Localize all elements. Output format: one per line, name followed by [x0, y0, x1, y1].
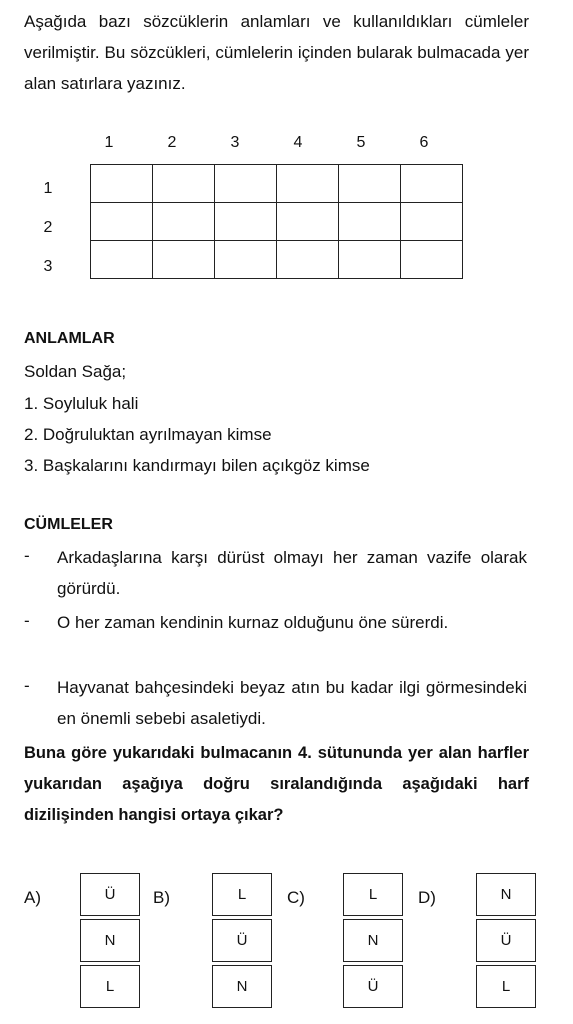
bullet-dash: -	[24, 676, 30, 695]
row-number: 1	[43, 180, 53, 197]
grid-row	[91, 203, 463, 241]
grid-cell[interactable]	[401, 165, 463, 203]
sentence-item: Hayvanat bahçesindeki beyaz atın bu kadar ilgi görmesindeki en önemli sebebi asaletiydi.	[57, 678, 527, 728]
grid-row	[91, 241, 463, 279]
option-letter: Ü	[80, 873, 140, 916]
column-number: 3	[230, 134, 240, 151]
instructions-text: Aşağıda bazı sözcüklerin anlamları ve kullanıldıkları cümleler verilmiştir. Bu sözcükleri, cümlelerin içinden bularak bulmacada yer alan satırlara yazınız.	[24, 12, 529, 93]
grid-cell[interactable]	[215, 241, 277, 279]
column-number: 5	[356, 134, 366, 151]
grid-column-numbers	[0, 134, 573, 156]
option-letter: L	[212, 873, 272, 916]
question-text: Buna göre yukarıdaki bulmacanın 4. sütununda yer alan harfler yukarıdan aşağıya doğru sıralandığında aşağıdaki harf dizilişinden hangisi ortaya çıkar?	[24, 744, 529, 824]
option-letter: Ü	[212, 919, 272, 962]
option-letter: N	[343, 919, 403, 962]
sentence-item: O her zaman kendinin kurnaz olduğunu öne sürerdi.	[57, 613, 449, 632]
meanings-heading: ANLAMLAR	[24, 330, 115, 347]
grid-cell[interactable]	[401, 203, 463, 241]
column-number: 4	[293, 134, 303, 151]
meaning-item: 3. Başkalarını kandırmayı bilen açıkgöz kimse	[24, 456, 370, 475]
column-number: 1	[104, 134, 114, 151]
option-b-letters[interactable]	[212, 873, 274, 1011]
option-letter: L	[343, 873, 403, 916]
option-d-label[interactable]: D)	[418, 888, 436, 907]
meaning-item: 1. Soyluluk hali	[24, 394, 139, 413]
option-letter: Ü	[343, 965, 403, 1008]
meaning-item: 2. Doğruluktan ayrılmayan kimse	[24, 425, 272, 444]
grid-cell[interactable]	[339, 241, 401, 279]
column-number: 2	[167, 134, 177, 151]
grid-cell[interactable]	[91, 241, 153, 279]
grid-cell[interactable]	[153, 203, 215, 241]
grid-cell[interactable]	[215, 165, 277, 203]
option-letter: N	[476, 873, 536, 916]
option-c-label[interactable]: C)	[287, 888, 305, 907]
option-letter: N	[80, 919, 140, 962]
grid-row	[91, 165, 463, 203]
grid-cell[interactable]	[277, 241, 339, 279]
row-number: 2	[43, 219, 53, 236]
grid-cell[interactable]	[401, 241, 463, 279]
row-number: 3	[43, 258, 53, 275]
grid-cell[interactable]	[153, 165, 215, 203]
sentences-heading: CÜMLELER	[24, 516, 113, 533]
grid-cell[interactable]	[277, 165, 339, 203]
bullet-dash: -	[24, 611, 30, 630]
option-c-letters[interactable]	[343, 873, 405, 1011]
option-d-letters[interactable]	[476, 873, 538, 1011]
column-number: 6	[419, 134, 429, 151]
grid-cell[interactable]	[215, 203, 277, 241]
grid-cell[interactable]	[339, 203, 401, 241]
option-a-label[interactable]: A)	[24, 888, 41, 907]
option-b-label[interactable]: B)	[153, 888, 170, 907]
grid-cell[interactable]	[153, 241, 215, 279]
bullet-dash: -	[24, 546, 30, 565]
option-letter: N	[212, 965, 272, 1008]
grid-cell[interactable]	[339, 165, 401, 203]
option-letter: Ü	[476, 919, 536, 962]
option-letter: L	[80, 965, 140, 1008]
sentence-item: Arkadaşlarına karşı dürüst olmayı her zaman vazife olarak görürdü.	[57, 548, 527, 598]
grid-cell[interactable]	[277, 203, 339, 241]
option-letter: L	[476, 965, 536, 1008]
grid-cell[interactable]	[91, 203, 153, 241]
meanings-direction: Soldan Sağa;	[24, 362, 127, 381]
option-a-letters[interactable]	[80, 873, 142, 1011]
crossword-grid	[90, 164, 463, 279]
grid-cell[interactable]	[91, 165, 153, 203]
